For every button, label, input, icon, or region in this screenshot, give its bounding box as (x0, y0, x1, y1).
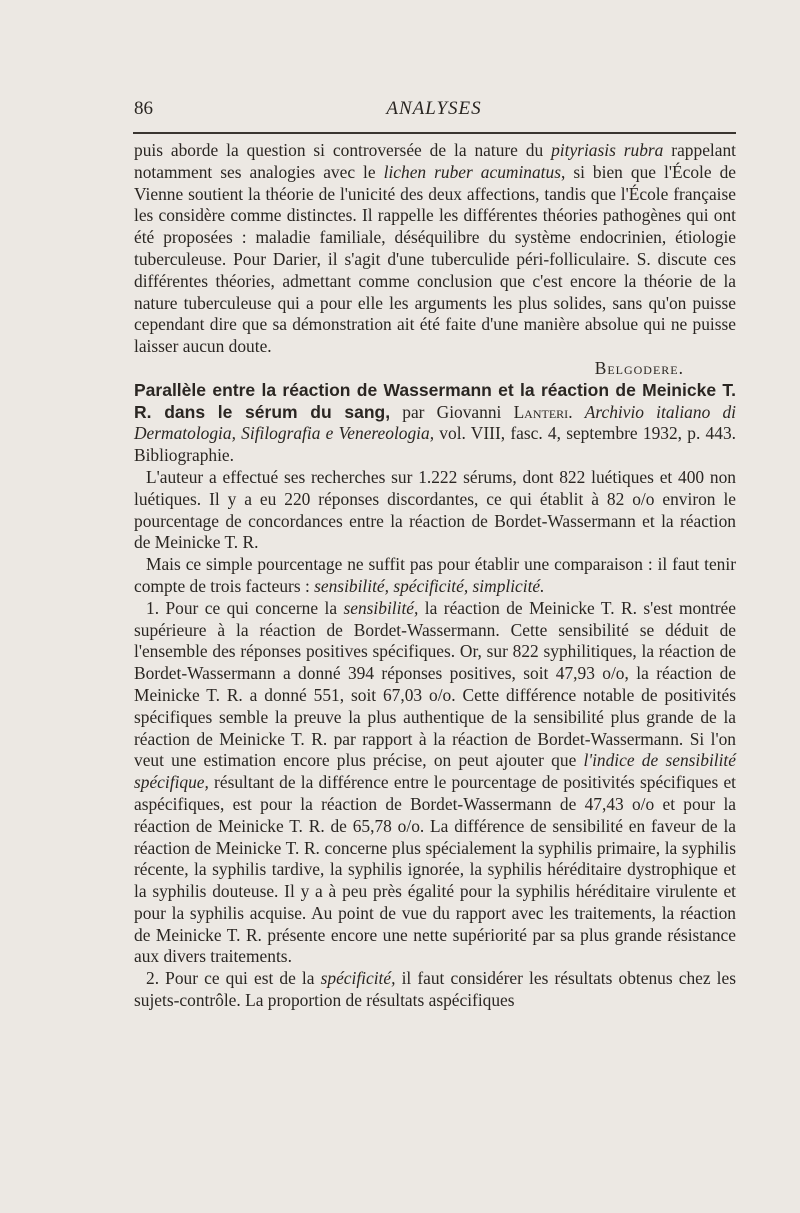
text-run: il faut considérer les résultats obtenus chez les sujets-contrôle. La proportion de résultats aspécifiques (134, 968, 737, 1011)
page-number: 86 (134, 98, 153, 119)
text-run: 2. Pour ce qui est de la (146, 968, 321, 989)
text-run: résultant de la différence entre le pourcentage de positivités spécifiques et aspécifiques, est pour la réaction de Bordet-Wassermann de 47,43 o/o et pour la réaction de Meinicke T. R. de 65,78 o/o. La différence de sensibilité en faveur de la réaction de Meinicke T. R. concerne plus spécialement la syphilis primaire, la syphilis récente, la syphilis tardive, la syphilis ignorée, la syphilis héréditaire dystrophique et la syphilis douteuse. Il y a à peu près égalité pour la syphilis héréditaire virulente et pour la syphilis acquise. Au point de vue du rapport avec les traitements, la réaction de Meinicke T. R. présente encore une nette supériorité par sa plus grande résistance aux divers traitements. (134, 772, 736, 967)
text-run: Mais ce simple pourcentage ne suffit pas pour établir une comparaison : il faut tenir compte de trois facteurs : (134, 554, 736, 596)
article-heading (134, 380, 736, 467)
text-run: puis aborde la question si controversée de la nature du (134, 140, 552, 160)
italic-term: sensibilité, (343, 597, 419, 618)
header-rule (133, 132, 736, 134)
paragraph-results: L'auteur a effectué ses recherches sur 1.222 sérums, dont 822 luétiques et 400 non luétiques. Il y a eu 220 réponses discordantes, ce qui établit à 82 o/o environ le pourcentage de concordances entre la réaction de Bordet-Wassermann et la réaction de Meinicke T. R. (134, 466, 736, 553)
italic-term: sensibilité, spécificité, simplicité. (314, 575, 545, 596)
text-run: , si bien que l'École de Vienne soutient la théorie de l'unicité des deux affections, tandis que l'École française les considère comme distinctes. Il rappelle les différentes théories pathogènes qui ont été proposées : maladie familiale, déséquilibre du système endocrinien, étiologie tuberculeuse. Pour Darier, il s'agit d'une tuberculide péri-folliculaire. S. discute ces différentes théories, admettant comme conclusion que c'est encore la théorie de la nature tuberculeuse qui a pour elle les arguments les plus solides, sans qu'on puisse cependant dire que sa démonstration ait été faite d'une manière absolue qui ne puisse laisser aucun doute. (134, 161, 736, 357)
journal-name: Archivio italiano di Dermatologia, Sifilografia e Venereologia, (134, 401, 736, 444)
italic-term: l'indice de sensibilité spécifique, (134, 750, 736, 793)
page-body (134, 140, 736, 1012)
byline-punct: . (568, 401, 585, 422)
text-run: la réaction de Meinicke T. R. s'est montrée supérieure à la réaction de Bordet-Wassermann. Cette sensibilité se déduit de l'ensemble des réponses positives spécifiques. Or, sur 822 syphilitiques, la réaction de Bordet-Wassermann a donné 394 réponses positives, soit 47,93 o/o, la réaction de Meinicke T. R. a donné 551, soit 67,03 o/o. Cette différence notable de positivités spécifiques semble la preuve la plus authentique de la sensibilité plus grande de la réaction de Meinicke T. R. par rapport à la réaction de Bordet-Wassermann. Si l'on veut une estimation encore plus précise, on peut ajouter que (134, 597, 736, 771)
reviewer-signature: Belgodere. (594, 357, 684, 378)
text-run: 1. Pour ce qui concerne la (146, 597, 344, 618)
text-run: rappelant notamment ses analogies avec le (134, 140, 736, 182)
paragraph-specificity (134, 968, 736, 1012)
paragraph-sensibility (134, 598, 736, 969)
italic-term: spécificité, (320, 968, 396, 989)
citation: vol. VIII, fasc. 4, septembre 1932, p. 443. Bibliographie. (134, 423, 736, 466)
byline: par Giovanni (390, 401, 514, 422)
running-title: ANALYSES (386, 98, 482, 119)
page-header (134, 98, 734, 128)
article-title: Parallèle entre la réaction de Wassermann et la réaction de Meinicke T. R. dans le sérum du sang, (134, 379, 736, 422)
italic-term: lichen ruber acuminatus (383, 161, 561, 182)
previous-review-paragraph (134, 140, 736, 358)
paragraph-factors (134, 554, 736, 598)
italic-term: pityriasis rubra (551, 140, 664, 160)
author-name: Lanteri (513, 401, 569, 422)
